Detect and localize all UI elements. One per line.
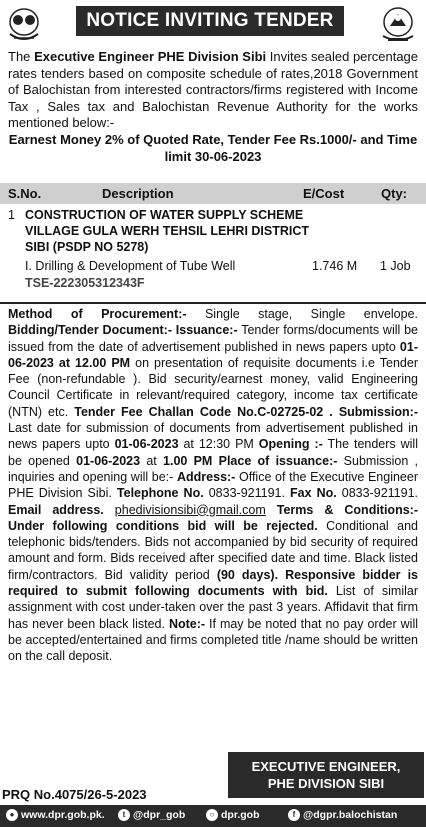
row-sno: 1 <box>8 208 15 222</box>
notice-header <box>0 0 426 48</box>
footer-instagram[interactable]: ○ dpr.gob <box>206 809 260 821</box>
col-description: Description <box>102 186 174 201</box>
prq-number: PRQ No.4075/26-5-2023 <box>2 787 147 802</box>
facebook-icon: f <box>288 809 300 821</box>
footer-bar <box>0 805 426 827</box>
issuer-name: Executive Engineer PHE Division Sibi <box>34 49 267 64</box>
email-link[interactable]: phedivisionsibi@gmail.com <box>114 502 266 517</box>
left-emblem-icon <box>4 4 44 44</box>
signature-division: PHE DIVISION SIBI <box>267 776 385 791</box>
row-subitem: I. Drilling & Development of Tube Well <box>25 259 236 273</box>
notice-title: NOTICE INVITING TENDER <box>76 6 344 36</box>
intro-paragraph: The Executive Engineer PHE Division Sibi Invites sealed percentage rates tenders based on composite schedule of rates,2018 Government of Balochistan from interested contractors/firms registered with Income Tax , Sales tax and Balochistan Revenue Authority for the works mentioned below:- Earnest Money 2% of Quoted Rate, Tender Fee Rs.1000/- and Time limit 30-06-2023 <box>8 49 419 164</box>
globe-icon: ● <box>6 809 18 821</box>
col-qty: Qty: <box>381 186 407 201</box>
col-sno: S.No. <box>8 186 42 201</box>
col-ecost: E/Cost <box>303 186 345 201</box>
row-title: CONSTRUCTION OF WATER SUPPLY SCHEME VILLAGE GULA WERH TEHSIL LEHRI DISTRICT SIBI (PSDP NO 5278) <box>25 208 310 255</box>
balochistan-emblem-icon <box>378 4 418 44</box>
table-header <box>0 183 426 204</box>
footer-twitter[interactable]: t @dpr_gob <box>118 809 185 821</box>
footer-facebook[interactable]: f @dgpr.balochistan <box>288 809 397 821</box>
row-ecost: 1.746 M <box>312 259 358 273</box>
footer-web[interactable]: ● www.dpr.gob.pk. <box>6 809 105 821</box>
row-qty: 1 Job <box>380 259 411 273</box>
instagram-icon: ○ <box>206 809 218 821</box>
earnest-money-line: Earnest Money 2% of Quoted Rate, Tender Fee Rs.1000/- and Time limit 30-06-2023 <box>8 131 418 164</box>
divider <box>0 302 426 304</box>
signature-block <box>228 752 424 798</box>
twitter-icon: t <box>118 809 130 821</box>
signature-title: EXECUTIVE ENGINEER, <box>251 759 401 774</box>
row-tse-code: TSE-222305312343F <box>25 276 145 290</box>
terms-paragraph: Method of Procurement:- Single stage, Single envelope. Bidding/Tender Document:- Issuance:- Tender forms/documents will be issued from the date of advertisement published in news papers upto 01-06-2023 at 12.00 PM on presentation of requisite documents i.e Tender Fee (non-refundable ). Bid security/earnest money, valid Engineering Council Certificate in relevant/required category, income tax certificate (NTN) etc. Tender Fee Challan Code No.C-02725-02 . Submission:- Last date for submission of documents from advertisement published in news papers upto 01-06-2023 at 12:30 PM Opening :- The tenders will be opened 01-06-2023 at 1.00 PM Place of issuance:- Submission , inquiries and opening will be:- Address:- Office of the Executive Engineer PHE Division Sibi. Telephone No. 0833-921191. Fax No. 0833-921191. Email address. phedivisionsibi@gmail.com Terms & Conditions:- Under following conditions bid will be rejected. Conditional and telephonic bids/tenders. Bids not accompanied by bid security of required amount and form. Bids received after specified date and time. Black listed firm/contractors. Bid validity period (90 days). Responsive bidder is required to submit following documents with bid. List of similar assignment with cost under-taken over the past 3 years. Affidavit that firm has never been black listed. Note:- If may be noted that no pay order will be accepted/entertained and firms completed title /name should be written on the call deposit. <box>8 307 419 664</box>
